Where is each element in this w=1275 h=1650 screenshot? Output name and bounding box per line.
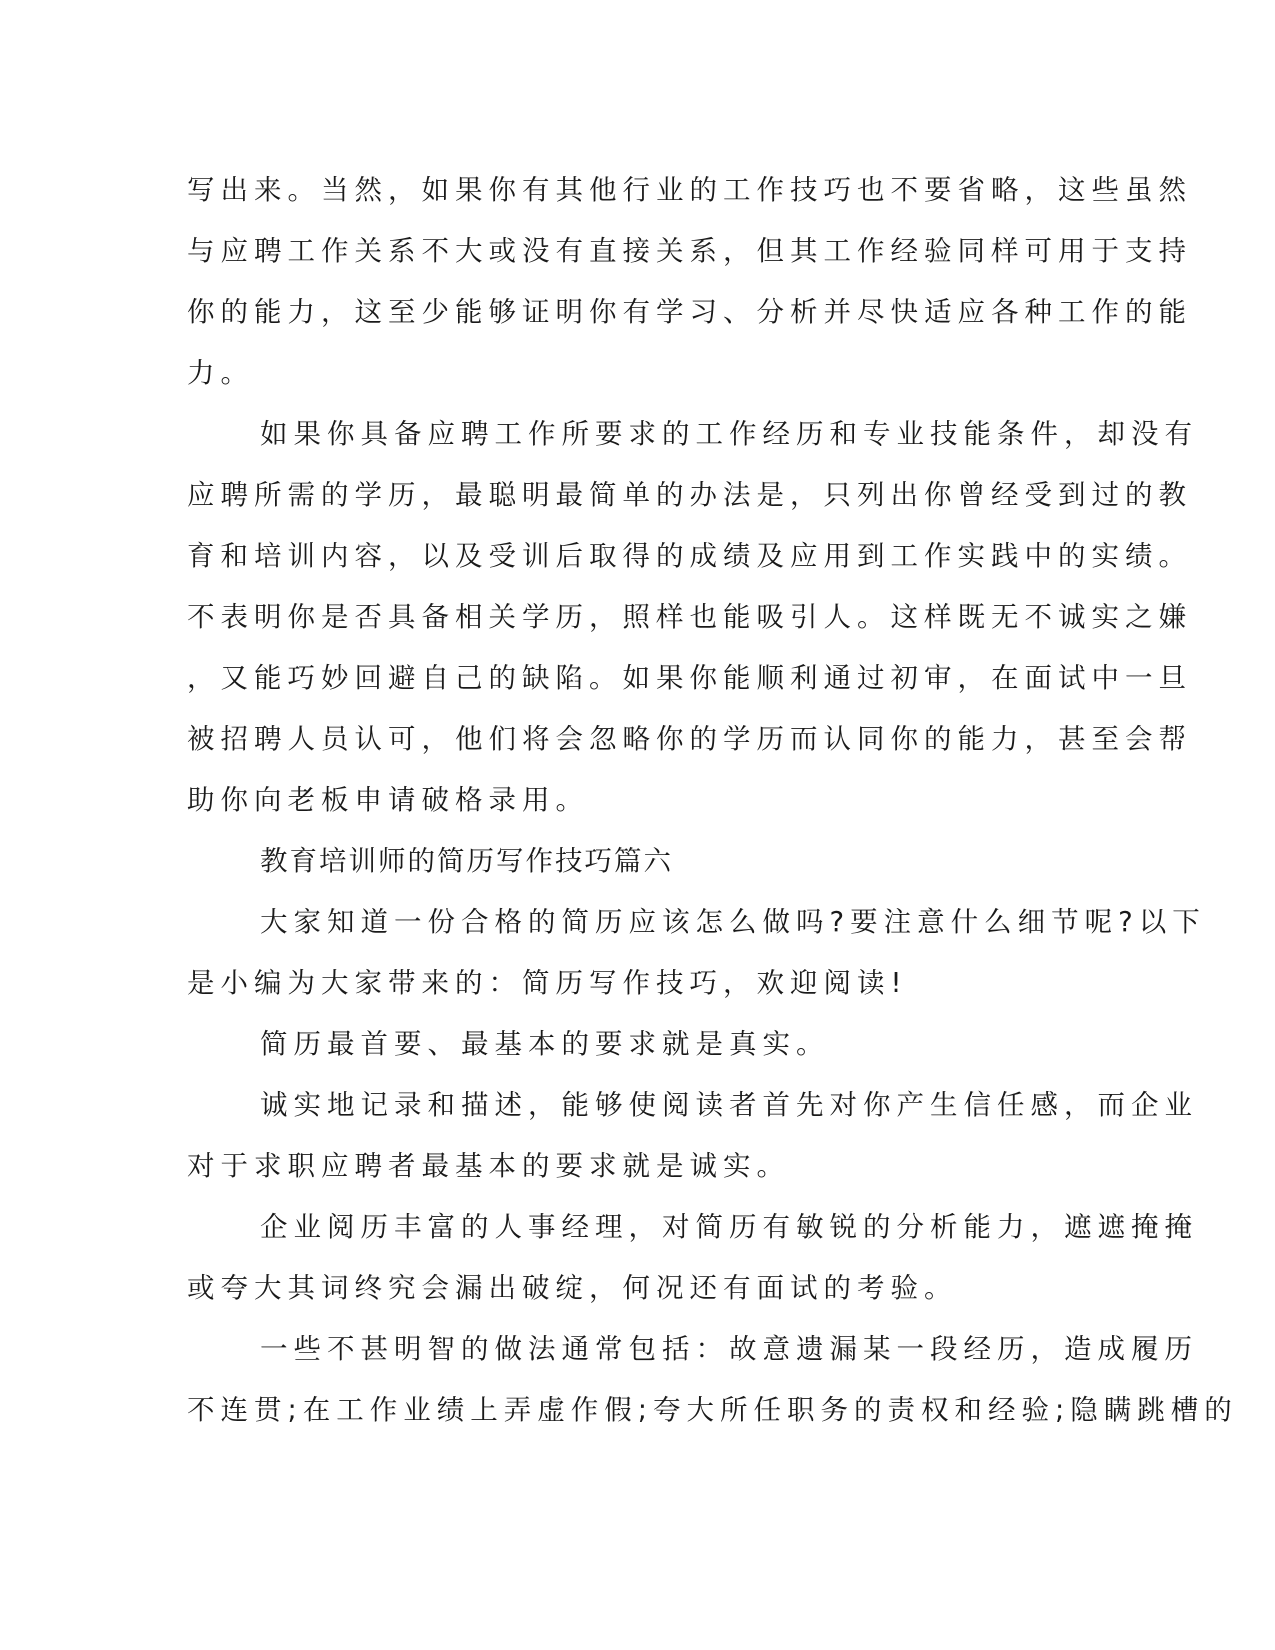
text-line: 你的能力，这至少能够证明你有学习、分析并尽快适应各种工作的能 <box>187 296 1192 328</box>
text-line: 被招聘人员认可，他们将会忽略你的学历而认同你的能力，甚至会帮 <box>187 723 1192 755</box>
text-line: 写出来。当然，如果你有其他行业的工作技巧也不要省略，这些虽然 <box>187 174 1192 206</box>
text-line: 不连贯;在工作业绩上弄虚作假;夸大所任职务的责权和经验;隐瞒跳槽的 <box>187 1394 1238 1426</box>
section-heading: 教育培训师的简历写作技巧篇六 <box>260 845 673 877</box>
text-line: 不表明你是否具备相关学历，照样也能吸引人。这样既无不诚实之嫌 <box>187 601 1192 633</box>
text-line: 助你向老板申请破格录用。 <box>187 784 589 816</box>
text-line: 应聘所需的学历，最聪明最简单的办法是，只列出你曾经受到过的教 <box>187 479 1192 511</box>
text-line: 或夸大其词终究会漏出破绽，何况还有面试的考验。 <box>187 1272 958 1304</box>
text-line: 对于求职应聘者最基本的要求就是诚实。 <box>187 1150 790 1182</box>
text-line: 力。 <box>187 357 254 389</box>
text-line: 与应聘工作关系不大或没有直接关系，但其工作经验同样可用于支持 <box>187 235 1192 267</box>
paragraph-first-line: 一些不甚明智的做法通常包括：故意遗漏某一段经历，造成履历 <box>260 1333 1198 1365</box>
document-body <box>187 160 1238 1441</box>
paragraph-first-line: 如果你具备应聘工作所要求的工作经历和专业技能条件，却没有 <box>260 418 1198 450</box>
text-line: 是小编为大家带来的：简历写作技巧，欢迎阅读! <box>187 967 908 999</box>
paragraph-first-line: 企业阅历丰富的人事经理，对简历有敏锐的分析能力，遮遮掩掩 <box>260 1211 1198 1243</box>
text-line: ，又能巧妙回避自己的缺陷。如果你能顺利通过初审，在面试中一旦 <box>187 662 1192 694</box>
paragraph-first-line: 诚实地记录和描述，能够使阅读者首先对你产生信任感，而企业 <box>260 1089 1198 1121</box>
paragraph-first-line: 简历最首要、最基本的要求就是真实。 <box>260 1028 830 1060</box>
text-line: 育和培训内容，以及受训后取得的成绩及应用到工作实践中的实绩。 <box>187 540 1192 572</box>
paragraph-first-line: 大家知道一份合格的简历应该怎么做吗?要注意什么细节呢?以下 <box>260 906 1206 938</box>
